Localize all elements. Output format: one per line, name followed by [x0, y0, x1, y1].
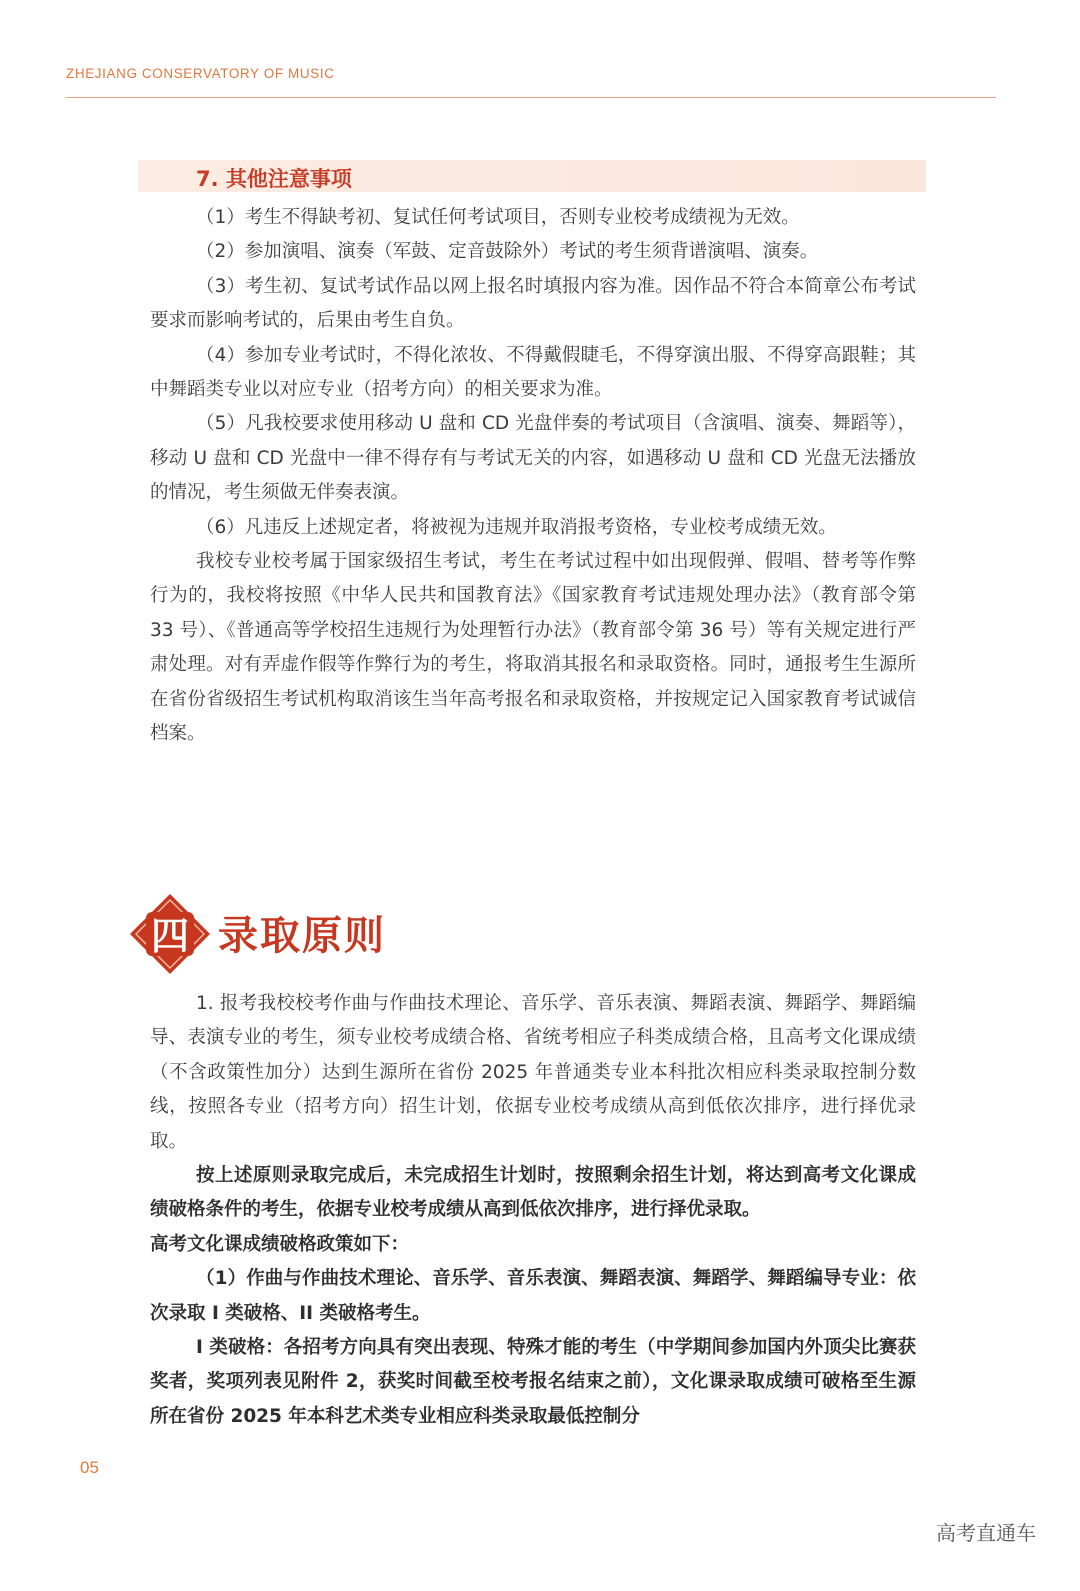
section-badge-icon — [128, 892, 212, 976]
page-number: 05 — [80, 1458, 99, 1477]
note-2: （2）参加演唱、演奏（军鼓、定音鼓除外）考试的考生须背谱演唱、演奏。 — [196, 241, 819, 263]
section-numeral: 四 — [150, 913, 190, 958]
admission-block — [150, 987, 916, 1434]
admission-para-3: 高考文化课成绩破格政策如下： — [150, 1233, 410, 1255]
note-6: （6）凡违反上述规定者，将被视为违规并取消报考资格，专业校考成绩无效。 — [196, 516, 837, 538]
section-title: 录取原则 — [218, 912, 386, 959]
note-5: （5）凡我校要求使用移动 U 盘和 CD 光盘伴奏的考试项目（含演唱、演奏、舞蹈等），移动 U 盘和 CD 光盘中一律不得存有与考试无关的内容，如遇移动 U 盘和 CD 光盘无法播放的情况，考生须做无伴奏表演。 — [150, 413, 916, 504]
admission-para-2: 按上述原则录取完成后，未完成招生计划时，按照剩余招生计划，将达到高考文化课成绩破格条件的考生，依据专业校考成绩从高到低依次排序，进行择优录取。 — [150, 1165, 916, 1221]
note-1: （1）考生不得缺考初、复试任何考试项目，否则专业校考成绩视为无效。 — [196, 207, 800, 228]
header-divider — [66, 97, 996, 98]
anti-cheating-paragraph: 我校专业校考属于国家级招生考试，考生在考试过程中如出现假弹、假唱、替考等作弊行为的，我校将按照《中华人民共和国教育法》《国家教育考试违规处理办法》（教育部令第 33 号）、《普通高等学校招生违规行为处理暂行办法》（教育部令第 36 号）等有关规定进行严肃处理。对有弄虚作假等作弊行为的考生，将取消其报名和录取资格。同时，通报考生生源所在省份省级招生考试机构取消该生当年高考报名和录取资格，并按规定记入国家教育考试诚信档案。 — [150, 551, 916, 745]
notes-block — [150, 201, 916, 752]
admission-para-5: I 类破格：各招考方向具有突出表现、特殊才能的考生（中学期间参加国内外顶尖比赛获奖者，奖项列表见附件 2，获奖时间截至校考报名结束之前），文化课录取成绩可破格至生源所在省份 2025 年本科艺术类专业相应科类录取最低控制分 — [150, 1337, 916, 1427]
admission-para-1: 1. 报考我校校考作曲与作曲技术理论、音乐学、音乐表演、舞蹈表演、舞蹈学、舞蹈编导、表演专业的考生，须专业校考成绩合格、省统考相应子科类成绩合格，且高考文化课成绩（不含政策性加分）达到生源所在省份 2025 年普通类专业本科批次相应科类录取控制分数线，按照各专业（招考方向）招生计划，依据专业校考成绩从高到低依次排序，进行择优录取。 — [150, 993, 916, 1152]
header-institution: ZHEJIANG CONSERVATORY OF MUSIC — [66, 66, 335, 81]
note-4: （4）参加专业考试时，不得化浓妆、不得戴假睫毛，不得穿演出服、不得穿高跟鞋；其中舞蹈类专业以对应专业（招考方向）的相关要求为准。 — [150, 344, 916, 401]
subsection-title: 7. 其他注意事项 — [196, 167, 352, 191]
watermark: 高考直通车 — [936, 1521, 1036, 1545]
admission-para-4: （1）作曲与作曲技术理论、音乐学、音乐表演、舞蹈表演、舞蹈学、舞蹈编导专业：依次录取 I 类破格、II 类破格考生。 — [150, 1268, 916, 1324]
note-3: （3）考生初、复试考试作品以网上报名时填报内容为准。因作品不符合本简章公布考试要求而影响考试的，后果由考生自负。 — [150, 275, 916, 332]
